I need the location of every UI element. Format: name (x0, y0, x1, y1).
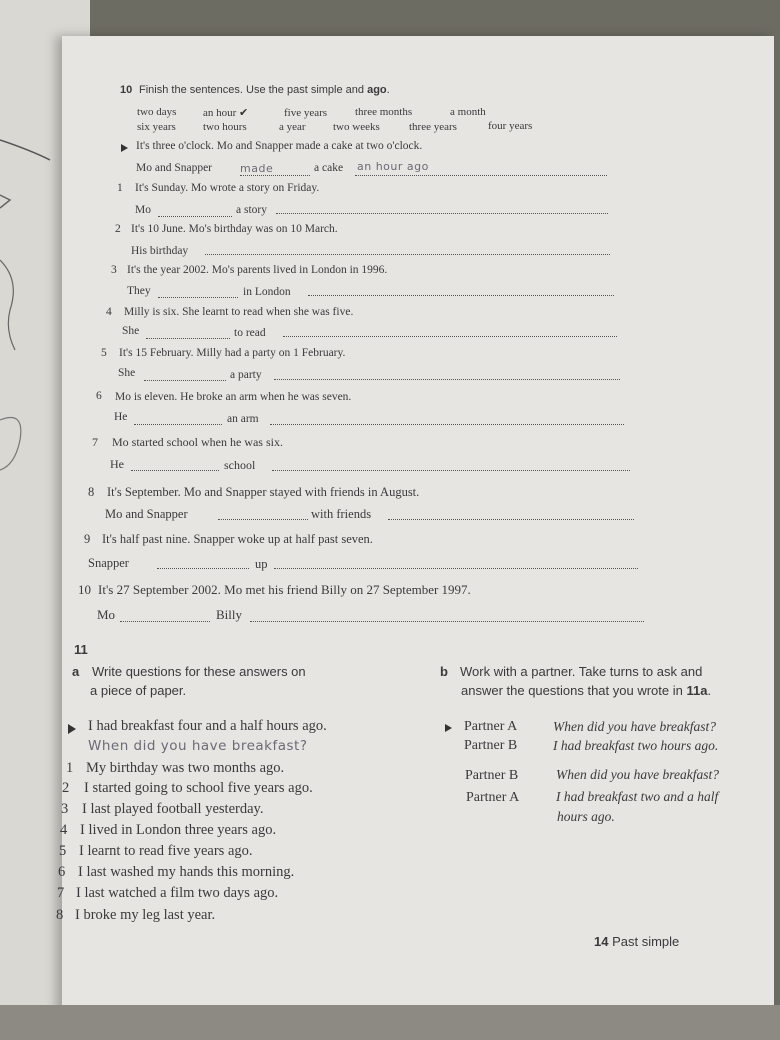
answer-7-text: I last watched a film two days ago. (76, 885, 279, 901)
example-subject: Mo and Snapper (136, 162, 213, 174)
answer-line[interactable] (388, 519, 634, 520)
exercise-10-number: 10 (120, 84, 133, 96)
item-1-object: a story (236, 204, 267, 216)
word-box-item: four years (488, 120, 533, 132)
word-box-item: two weeks (333, 121, 380, 133)
answer-8-number: 8 (56, 907, 64, 923)
item-5-subject: She (118, 367, 136, 379)
answer-5-text: I learnt to read five years ago. (79, 843, 253, 859)
item-8-number: 8 (88, 485, 95, 499)
exercise-11a-instruction-line2: a piece of paper. (90, 683, 187, 698)
item-10-prompt: It's 27 September 2002. Mo met his friend Billy on 27 September 1997. (98, 582, 471, 597)
answer-line[interactable] (270, 424, 624, 425)
example-arrow-icon (68, 724, 76, 734)
example-ago-answer: an hour ago (357, 160, 429, 173)
item-6-number: 6 (96, 390, 102, 402)
answer-7-number: 7 (57, 885, 65, 901)
item-7-object: school (224, 458, 256, 472)
item-6-object: an arm (227, 413, 259, 425)
answer-2-number: 2 (62, 780, 70, 796)
answer-line (355, 175, 607, 176)
answer-line[interactable] (131, 470, 219, 471)
exercise-11b-instruction-line1: Work with a partner. Take turns to ask and (460, 664, 703, 679)
item-4-subject: She (122, 325, 140, 337)
answer-2-text: I started going to school five years ago. (84, 780, 313, 796)
exercise-11a-letter: a (72, 664, 80, 679)
example-object: a cake (314, 162, 344, 174)
answer-1-text: My birthday was two months ago. (86, 760, 285, 776)
answer-line[interactable] (283, 336, 617, 337)
item-8-object: with friends (311, 507, 372, 521)
answer-line[interactable] (308, 295, 614, 296)
item-7-prompt: Mo started school when he was six. (112, 435, 283, 449)
example-arrow-icon (121, 144, 128, 152)
answer-4-number: 4 (60, 822, 68, 838)
dialogue-1-line-a: When did you have breakfast? (553, 719, 716, 734)
item-1-subject: Mo (135, 204, 151, 216)
dialogue-2-speaker-a: Partner A (466, 790, 520, 805)
dialogue-2-speaker-b: Partner B (465, 768, 519, 783)
item-4-number: 4 (106, 306, 112, 318)
dialogue-2-line-b: When did you have breakfast? (556, 767, 719, 782)
answer-3-text: I last played football yesterday. (82, 801, 264, 817)
doodle-drawing (0, 120, 70, 480)
word-box-item-text: an hour (203, 107, 237, 119)
item-3-number: 3 (111, 264, 117, 276)
example-verb-answer: made (240, 162, 274, 175)
instruction-text: Finish the sentences. Use the past simple and (139, 84, 368, 96)
answer-line[interactable] (205, 254, 610, 255)
item-7-subject: He (110, 457, 124, 471)
dialogue-2-line-a: I had breakfast two and a half (556, 789, 719, 804)
answer-line (240, 175, 310, 176)
word-box-item: two hours (203, 121, 247, 133)
exercise-11-number: 11 (74, 642, 88, 657)
answer-4-text: I lived in London three years ago. (80, 822, 277, 838)
dialogue-2-line-a-cont: hours ago. (557, 809, 615, 824)
item-8-prompt: It's September. Mo and Snapper stayed with friends in August. (107, 485, 420, 499)
page-number: 14 (594, 934, 609, 949)
answer-6-text: I last washed my hands this morning. (78, 864, 295, 880)
answer-8-text: I broke my leg last year. (75, 907, 216, 923)
dialogue-1-line-b: I had breakfast two hours ago. (553, 738, 719, 753)
example-question: When did you have breakfast? (88, 738, 308, 754)
answer-line[interactable] (272, 470, 630, 471)
answer-line[interactable] (146, 338, 230, 339)
item-2-subject: His birthday (131, 245, 189, 257)
exercise-10-instruction (139, 84, 390, 96)
item-4-prompt: Milly is six. She learnt to read when she was five. (124, 306, 354, 318)
word-box-item: three months (355, 106, 413, 118)
answer-line[interactable] (274, 379, 620, 380)
answer-3-number: 3 (61, 801, 69, 817)
item-1-number: 1 (117, 182, 123, 194)
exercise-11b-instruction-line2 (461, 683, 711, 698)
item-6-subject: He (114, 411, 128, 423)
item-5-number: 5 (101, 347, 107, 359)
item-3-object: in London (243, 286, 291, 298)
item-10-number: 10 (78, 582, 91, 597)
item-5-object: a party (230, 369, 262, 381)
exercise-11a-instruction-line1: Write questions for these answers on (92, 664, 306, 679)
answer-line[interactable] (218, 519, 308, 520)
exercise-ref: 11a (686, 683, 708, 698)
word-box-item: two days (137, 106, 177, 118)
item-4-object: to read (234, 327, 266, 339)
instruction-text: answer the questions that you wrote in (461, 683, 687, 698)
table-surface (0, 1005, 780, 1040)
exercise-11b-letter: b (440, 664, 448, 679)
answer-1-number: 1 (66, 760, 74, 776)
item-9-number: 9 (84, 532, 91, 546)
instruction-bold: ago (367, 84, 387, 96)
item-9-prompt: It's half past nine. Snapper woke up at half past seven. (102, 532, 373, 546)
answer-line[interactable] (250, 621, 644, 622)
example-prompt: It's three o'clock. Mo and Snapper made a cake at two o'clock. (136, 140, 423, 152)
word-box-item: six years (137, 121, 176, 133)
word-box-item (203, 106, 248, 119)
answer-line[interactable] (157, 568, 249, 569)
item-10-subject: Mo (97, 607, 116, 622)
answer-6-number: 6 (58, 864, 66, 880)
word-box-item: a year (279, 121, 306, 133)
item-6-prompt: Mo is eleven. He broke an arm when he was seven. (115, 391, 352, 403)
item-5-prompt: It's 15 February. Milly had a party on 1 February. (119, 347, 346, 359)
item-1-prompt: It's Sunday. Mo wrote a story on Friday. (135, 182, 320, 194)
answer-line[interactable] (158, 297, 238, 298)
answer-line[interactable] (158, 216, 232, 217)
item-3-prompt: It's the year 2002. Mo's parents lived in London in 1996. (127, 264, 388, 276)
instruction-end: . (707, 683, 712, 698)
example-arrow-icon (445, 724, 452, 732)
answer-5-number: 5 (59, 843, 67, 859)
item-2-number: 2 (115, 223, 121, 235)
answer-line[interactable] (276, 213, 608, 214)
item-2-prompt: It's 10 June. Mo's birthday was on 10 March. (131, 223, 338, 235)
item-7-number: 7 (92, 435, 98, 449)
dialogue-1-speaker-b: Partner B (464, 738, 518, 753)
item-10-object: Billy (216, 607, 243, 622)
word-box-item: a month (450, 106, 486, 118)
answer-line[interactable] (144, 380, 226, 381)
answer-line[interactable] (120, 621, 210, 622)
item-3-subject: They (127, 285, 151, 297)
example-answer: I had breakfast four and a half hours ago. (88, 718, 327, 734)
dialogue-1-speaker-a: Partner A (464, 719, 518, 734)
word-box-item: five years (284, 107, 328, 119)
section-title: Past simple (612, 934, 680, 949)
tick-icon: ✔ (239, 107, 249, 119)
word-box-item: three years (409, 121, 457, 133)
page-footer (594, 934, 679, 949)
item-9-object: up (255, 557, 268, 571)
answer-line[interactable] (134, 424, 222, 425)
answer-line[interactable] (274, 568, 638, 569)
item-8-subject: Mo and Snapper (105, 507, 188, 521)
item-9-subject: Snapper (88, 556, 129, 570)
instruction-end: . (386, 84, 390, 96)
